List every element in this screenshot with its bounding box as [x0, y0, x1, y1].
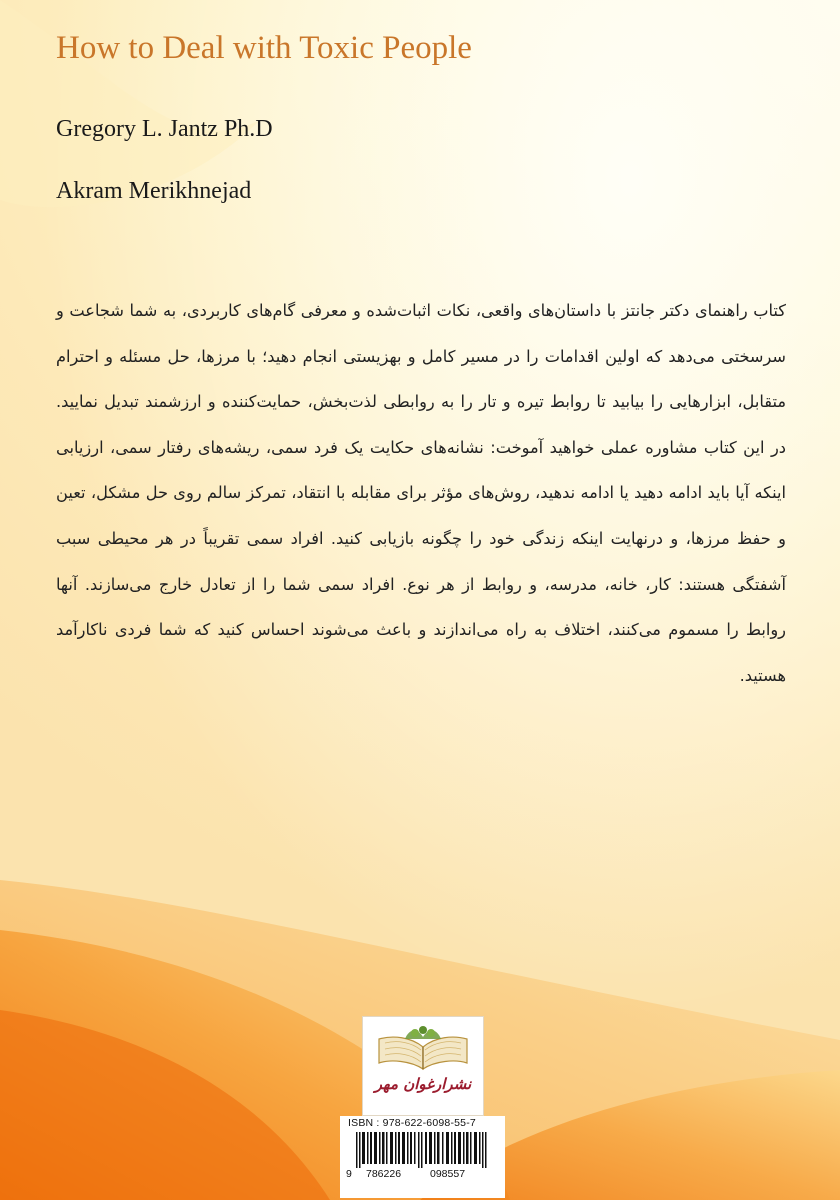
barcode-digits-right: 098557	[430, 1168, 466, 1180]
book-description: کتاب راهنمای دکتر جانتز با داستان‌های واقعی، نکات اثبات‌شده و معرفی گام‌های کاربردی، به شما شجاعت و سرسختی می‌دهد که اولین اقدامات را در مسیر کامل و بهزیستی انجام دهید؛ با مرزها، حل مسئله و احترام متقابل، ابزارهایی را بیابید تا روابط تیره و تار را به روابطی لذت‌بخش، حمایت‌کننده و ارزشمند تبدیل نمایید. در این کتاب مشاوره عملی خواهید آموخت: نشانه‌های حکایت یک فرد سمی، ریشه‌های رفتار سمی، ارزیابی اینکه آیا باید ادامه دهید یا ادامه ندهید، روش‌های مؤثر برای مقابله با انتقاد، تمرکز سالم روی حل مشکل، تعین و حفظ مرزها، و درنهایت اینکه زندگی خود را چگونه بازیابی کنید. افراد سمی تقریباً در هر محیطی سبب آشفتگی هستند: کار، خانه، مدرسه، و روابط از هر نوع. افراد سمی شما را از تعادل خارج می‌سازند. آنها روابط را مسموم می‌کنند، اختلاف به راه می‌اندازند و باعث می‌شوند احساس کنید که شما فردی ناکارآمد هستید.	[56, 301, 786, 685]
open-book-icon	[375, 1025, 471, 1077]
barcode-icon	[348, 1132, 498, 1168]
publisher-name: نشرارغوان مهر	[374, 1075, 472, 1093]
barcode-digit-first: 9	[346, 1168, 352, 1180]
translator-name: Akram Merikhnejad	[56, 178, 252, 204]
isbn-barcode-block	[340, 1116, 505, 1198]
publisher-logo	[362, 1016, 484, 1116]
barcode-digits-left: 786226	[366, 1168, 402, 1180]
author-name: Gregory L. Jantz Ph.D	[56, 116, 273, 142]
isbn-label: ISBN : 978-622-6098-55-7	[348, 1117, 476, 1129]
book-title: How to Deal with Toxic People	[56, 30, 472, 66]
